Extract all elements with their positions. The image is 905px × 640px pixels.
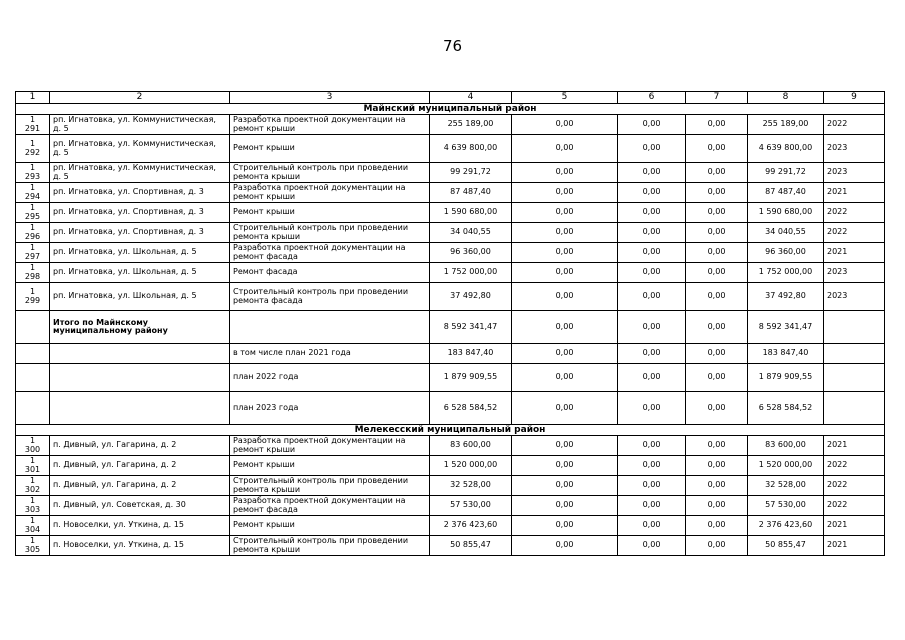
- owners-cost-cell: 50 855,47: [748, 536, 824, 556]
- table-row: [16, 135, 885, 163]
- regional-cost-cell: 0,00: [618, 392, 686, 425]
- year-cell: 2022: [824, 476, 885, 496]
- owners-cost-cell: 99 291,72: [748, 163, 824, 183]
- year-cell: 2022: [824, 223, 885, 243]
- regional-cost-cell: 0,00: [618, 456, 686, 476]
- program-table: [15, 91, 885, 556]
- work-type-cell: Разработка проектной документации на ремонт крыши: [230, 436, 430, 456]
- owners-cost-cell: 96 360,00: [748, 243, 824, 263]
- address-cell: рп. Игнатовка, ул. Школьная, д. 5: [50, 243, 230, 263]
- total-cost-cell: 1 752 000,00: [430, 263, 512, 283]
- owners-cost-cell: 32 528,00: [748, 476, 824, 496]
- address-cell: п. Новоселки, ул. Уткина, д. 15: [50, 516, 230, 536]
- empty-cell: [824, 364, 885, 392]
- work-type-cell: Ремонт крыши: [230, 135, 430, 163]
- totals-row: [16, 311, 885, 344]
- fund-cost-cell: 0,00: [512, 476, 618, 496]
- local-cost-cell: 0,00: [686, 135, 748, 163]
- fund-cost-cell: 0,00: [512, 183, 618, 203]
- fund-cost-cell: 0,00: [512, 263, 618, 283]
- column-number-header: 9: [824, 92, 885, 104]
- year-cell: 2021: [824, 436, 885, 456]
- year-cell: 2023: [824, 283, 885, 311]
- empty-cell: [16, 344, 50, 364]
- total-cost-cell: 255 189,00: [430, 115, 512, 135]
- totals-row: [16, 344, 885, 364]
- owners-cost-cell: 6 528 584,52: [748, 392, 824, 425]
- table-row: [16, 183, 885, 203]
- year-cell: 2022: [824, 496, 885, 516]
- local-cost-cell: 0,00: [686, 516, 748, 536]
- table-row: [16, 436, 885, 456]
- address-cell: рп. Игнатовка, ул. Школьная, д. 5: [50, 283, 230, 311]
- year-cell: 2021: [824, 183, 885, 203]
- address-cell: п. Дивный, ул. Гагарина, д. 2: [50, 456, 230, 476]
- fund-cost-cell: 0,00: [512, 243, 618, 263]
- regional-cost-cell: 0,00: [618, 436, 686, 456]
- local-cost-cell: 0,00: [686, 344, 748, 364]
- section-title-row: [16, 104, 885, 115]
- regional-cost-cell: 0,00: [618, 203, 686, 223]
- owners-cost-cell: 83 600,00: [748, 436, 824, 456]
- row-number: 1 294: [16, 183, 50, 203]
- regional-cost-cell: 0,00: [618, 263, 686, 283]
- year-cell: 2022: [824, 115, 885, 135]
- local-cost-cell: 0,00: [686, 311, 748, 344]
- regional-cost-cell: 0,00: [618, 344, 686, 364]
- table-row: [16, 516, 885, 536]
- empty-cell: [16, 364, 50, 392]
- owners-cost-cell: 87 487,40: [748, 183, 824, 203]
- column-number-header: 7: [686, 92, 748, 104]
- total-cost-cell: 1 879 909,55: [430, 364, 512, 392]
- row-number: 1 299: [16, 283, 50, 311]
- regional-cost-cell: 0,00: [618, 115, 686, 135]
- work-type-cell: Строительный контроль при проведении ремонта крыши: [230, 223, 430, 243]
- local-cost-cell: 0,00: [686, 243, 748, 263]
- row-number: 1 295: [16, 203, 50, 223]
- regional-cost-cell: 0,00: [618, 536, 686, 556]
- regional-cost-cell: 0,00: [618, 163, 686, 183]
- owners-cost-cell: 37 492,80: [748, 283, 824, 311]
- year-cell: 2023: [824, 135, 885, 163]
- work-type-cell: Ремонт фасада: [230, 263, 430, 283]
- address-cell: п. Дивный, ул. Гагарина, д. 2: [50, 476, 230, 496]
- total-cost-cell: 37 492,80: [430, 283, 512, 311]
- empty-cell: [824, 311, 885, 344]
- fund-cost-cell: 0,00: [512, 516, 618, 536]
- work-type-cell: Ремонт крыши: [230, 516, 430, 536]
- table-row: [16, 476, 885, 496]
- total-cost-cell: 32 528,00: [430, 476, 512, 496]
- total-cost-cell: 4 639 800,00: [430, 135, 512, 163]
- year-cell: 2023: [824, 263, 885, 283]
- work-type-cell: Ремонт крыши: [230, 456, 430, 476]
- totals-sublabel: план 2023 года: [230, 392, 430, 425]
- row-number: 1 301: [16, 456, 50, 476]
- regional-cost-cell: 0,00: [618, 183, 686, 203]
- fund-cost-cell: 0,00: [512, 344, 618, 364]
- table-row: [16, 263, 885, 283]
- total-cost-cell: 57 530,00: [430, 496, 512, 516]
- column-number-row: [16, 92, 885, 104]
- table-row: [16, 283, 885, 311]
- address-cell: рп. Игнатовка, ул. Коммунистическая, д. 5: [50, 115, 230, 135]
- year-cell: 2021: [824, 536, 885, 556]
- address-cell: п. Новоселки, ул. Уткина, д. 15: [50, 536, 230, 556]
- fund-cost-cell: 0,00: [512, 311, 618, 344]
- year-cell: 2023: [824, 163, 885, 183]
- regional-cost-cell: 0,00: [618, 283, 686, 311]
- work-type-cell: Ремонт крыши: [230, 203, 430, 223]
- row-number: 1 298: [16, 263, 50, 283]
- empty-cell: [824, 344, 885, 364]
- address-cell: п. Дивный, ул. Советская, д. 30: [50, 496, 230, 516]
- address-cell: рп. Игнатовка, ул. Спортивная, д. 3: [50, 183, 230, 203]
- total-cost-cell: 99 291,72: [430, 163, 512, 183]
- local-cost-cell: 0,00: [686, 536, 748, 556]
- totals-row: [16, 392, 885, 425]
- fund-cost-cell: 0,00: [512, 496, 618, 516]
- column-number-header: 2: [50, 92, 230, 104]
- column-number-header: 1: [16, 92, 50, 104]
- totals-label: [50, 344, 230, 364]
- local-cost-cell: 0,00: [686, 436, 748, 456]
- local-cost-cell: 0,00: [686, 115, 748, 135]
- total-cost-cell: 34 040,55: [430, 223, 512, 243]
- column-number-header: 3: [230, 92, 430, 104]
- regional-cost-cell: 0,00: [618, 243, 686, 263]
- totals-row: [16, 364, 885, 392]
- column-number-header: 6: [618, 92, 686, 104]
- table-row: [16, 223, 885, 243]
- column-number-header: 5: [512, 92, 618, 104]
- section-title: Майнский муниципальный район: [16, 104, 885, 115]
- row-number: 1 304: [16, 516, 50, 536]
- work-type-cell: Разработка проектной документации на ремонт фасада: [230, 243, 430, 263]
- owners-cost-cell: 1 879 909,55: [748, 364, 824, 392]
- owners-cost-cell: 183 847,40: [748, 344, 824, 364]
- local-cost-cell: 0,00: [686, 283, 748, 311]
- address-cell: рп. Игнатовка, ул. Спортивная, д. 3: [50, 223, 230, 243]
- fund-cost-cell: 0,00: [512, 283, 618, 311]
- empty-cell: [824, 392, 885, 425]
- total-cost-cell: 8 592 341,47: [430, 311, 512, 344]
- totals-label: [50, 392, 230, 425]
- table-row: [16, 536, 885, 556]
- owners-cost-cell: 2 376 423,60: [748, 516, 824, 536]
- page-number: 76: [442, 37, 463, 55]
- local-cost-cell: 0,00: [686, 163, 748, 183]
- fund-cost-cell: 0,00: [512, 115, 618, 135]
- owners-cost-cell: 8 592 341,47: [748, 311, 824, 344]
- regional-cost-cell: 0,00: [618, 516, 686, 536]
- address-cell: рп. Игнатовка, ул. Коммунистическая, д. 5: [50, 135, 230, 163]
- total-cost-cell: 183 847,40: [430, 344, 512, 364]
- local-cost-cell: 0,00: [686, 223, 748, 243]
- column-number-header: 4: [430, 92, 512, 104]
- owners-cost-cell: 1 752 000,00: [748, 263, 824, 283]
- work-type-cell: Строительный контроль при проведении ремонта фасада: [230, 283, 430, 311]
- year-cell: 2022: [824, 456, 885, 476]
- local-cost-cell: 0,00: [686, 456, 748, 476]
- total-cost-cell: 96 360,00: [430, 243, 512, 263]
- table-row: [16, 456, 885, 476]
- fund-cost-cell: 0,00: [512, 536, 618, 556]
- totals-sublabel: план 2022 года: [230, 364, 430, 392]
- empty-cell: [16, 311, 50, 344]
- work-type-cell: Строительный контроль при проведении ремонта крыши: [230, 536, 430, 556]
- regional-cost-cell: 0,00: [618, 311, 686, 344]
- owners-cost-cell: 57 530,00: [748, 496, 824, 516]
- fund-cost-cell: 0,00: [512, 392, 618, 425]
- row-number: 1 293: [16, 163, 50, 183]
- total-cost-cell: 2 376 423,60: [430, 516, 512, 536]
- local-cost-cell: 0,00: [686, 496, 748, 516]
- year-cell: 2021: [824, 516, 885, 536]
- address-cell: рп. Игнатовка, ул. Коммунистическая, д. 5: [50, 163, 230, 183]
- fund-cost-cell: 0,00: [512, 135, 618, 163]
- row-number: 1 305: [16, 536, 50, 556]
- fund-cost-cell: 0,00: [512, 456, 618, 476]
- year-cell: 2021: [824, 243, 885, 263]
- row-number: 1 303: [16, 496, 50, 516]
- owners-cost-cell: 1 520 000,00: [748, 456, 824, 476]
- totals-sublabel: [230, 311, 430, 344]
- totals-label: Итого по Майнскому муниципальному району: [50, 311, 230, 344]
- fund-cost-cell: 0,00: [512, 364, 618, 392]
- table-row: [16, 163, 885, 183]
- total-cost-cell: 50 855,47: [430, 536, 512, 556]
- regional-cost-cell: 0,00: [618, 223, 686, 243]
- work-type-cell: Разработка проектной документации на ремонт фасада: [230, 496, 430, 516]
- work-type-cell: Разработка проектной документации на ремонт крыши: [230, 183, 430, 203]
- row-number: 1 300: [16, 436, 50, 456]
- table-row: [16, 496, 885, 516]
- fund-cost-cell: 0,00: [512, 223, 618, 243]
- local-cost-cell: 0,00: [686, 263, 748, 283]
- owners-cost-cell: 4 639 800,00: [748, 135, 824, 163]
- year-cell: 2022: [824, 203, 885, 223]
- row-number: 1 292: [16, 135, 50, 163]
- totals-sublabel: в том числе план 2021 года: [230, 344, 430, 364]
- column-number-header: 8: [748, 92, 824, 104]
- row-number: 1 291: [16, 115, 50, 135]
- work-type-cell: Строительный контроль при проведении ремонта крыши: [230, 163, 430, 183]
- total-cost-cell: 1 520 000,00: [430, 456, 512, 476]
- work-type-cell: Строительный контроль при проведении ремонта крыши: [230, 476, 430, 496]
- work-type-cell: Разработка проектной документации на ремонт крыши: [230, 115, 430, 135]
- owners-cost-cell: 255 189,00: [748, 115, 824, 135]
- row-number: 1 296: [16, 223, 50, 243]
- address-cell: рп. Игнатовка, ул. Школьная, д. 5: [50, 263, 230, 283]
- address-cell: п. Дивный, ул. Гагарина, д. 2: [50, 436, 230, 456]
- total-cost-cell: 1 590 680,00: [430, 203, 512, 223]
- fund-cost-cell: 0,00: [512, 203, 618, 223]
- fund-cost-cell: 0,00: [512, 163, 618, 183]
- total-cost-cell: 87 487,40: [430, 183, 512, 203]
- row-number: 1 302: [16, 476, 50, 496]
- regional-cost-cell: 0,00: [618, 364, 686, 392]
- local-cost-cell: 0,00: [686, 476, 748, 496]
- section-title: Мелекесский муниципальный район: [16, 425, 885, 436]
- regional-cost-cell: 0,00: [618, 496, 686, 516]
- table-row: [16, 115, 885, 135]
- total-cost-cell: 6 528 584,52: [430, 392, 512, 425]
- local-cost-cell: 0,00: [686, 364, 748, 392]
- local-cost-cell: 0,00: [686, 183, 748, 203]
- fund-cost-cell: 0,00: [512, 436, 618, 456]
- section-title-row: [16, 425, 885, 436]
- total-cost-cell: 83 600,00: [430, 436, 512, 456]
- local-cost-cell: 0,00: [686, 203, 748, 223]
- table-row: [16, 203, 885, 223]
- regional-cost-cell: 0,00: [618, 476, 686, 496]
- owners-cost-cell: 34 040,55: [748, 223, 824, 243]
- row-number: 1 297: [16, 243, 50, 263]
- totals-label: [50, 364, 230, 392]
- regional-cost-cell: 0,00: [618, 135, 686, 163]
- local-cost-cell: 0,00: [686, 392, 748, 425]
- address-cell: рп. Игнатовка, ул. Спортивная, д. 3: [50, 203, 230, 223]
- owners-cost-cell: 1 590 680,00: [748, 203, 824, 223]
- empty-cell: [16, 392, 50, 425]
- table-row: [16, 243, 885, 263]
